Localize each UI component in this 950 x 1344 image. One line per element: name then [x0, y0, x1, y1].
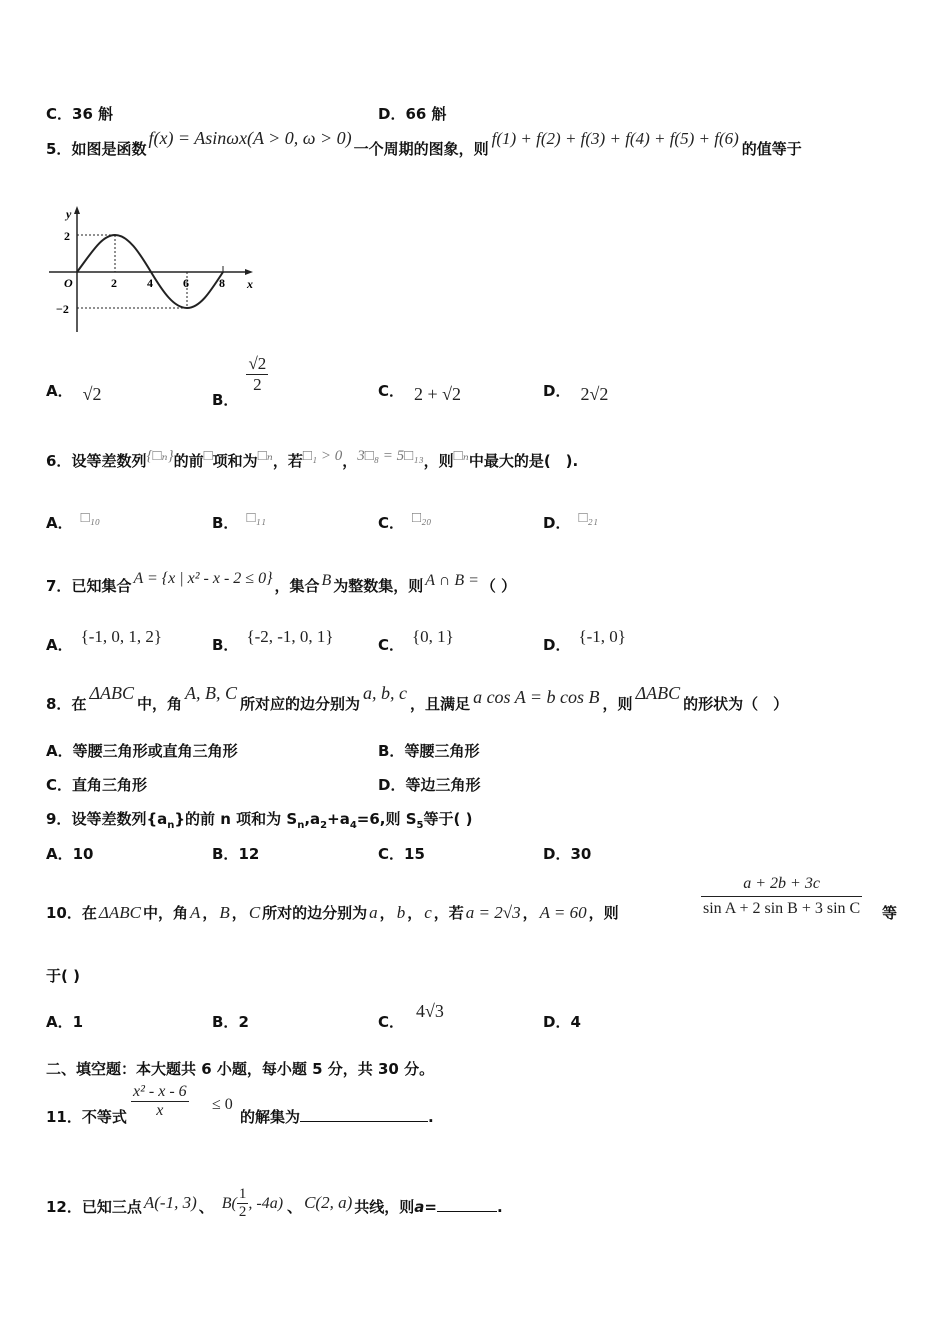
question-11-prefix — [46, 1106, 127, 1127]
option-c — [378, 380, 462, 404]
sum-symbol: □ₙ — [257, 448, 273, 464]
question-text: 一个周期的图象，则 — [353, 140, 489, 158]
option-content: 10 — [72, 845, 94, 863]
option-c: C．36 斛 — [46, 105, 114, 123]
option-content: □₂₁ — [578, 510, 598, 526]
question-number: 8． — [46, 695, 72, 713]
question-7 — [46, 570, 517, 596]
option-b — [212, 354, 268, 409]
option-d — [543, 512, 598, 533]
x-tick: 6 — [183, 276, 189, 290]
fraction-numerator: a + 2b + 3c — [701, 875, 862, 897]
question-text: ，若 — [272, 452, 303, 470]
fraction-numerator: √2 — [248, 354, 267, 373]
triangle-symbol: ΔABC — [635, 683, 681, 703]
option-label: A． — [46, 636, 73, 654]
function-formula: f(x) = Asinωx(A > 0, ω > 0) — [148, 128, 352, 148]
option-a — [46, 740, 238, 761]
question-text: 的形状为（ ） — [683, 695, 789, 713]
question-number: 6． — [46, 452, 72, 470]
side-symbol: c — [424, 903, 432, 922]
point-b-suffix: , -4a) — [248, 1195, 284, 1212]
question-text: 、 — [198, 1198, 214, 1216]
fraction-numerator: 1 — [238, 1186, 247, 1202]
y-tick-top: 2 — [64, 229, 70, 243]
option-content: 12 — [238, 845, 260, 863]
option-b — [212, 512, 266, 533]
inequality-relation: ≤ 0 — [212, 1096, 233, 1113]
option-content: 等腰三角形 — [404, 742, 480, 760]
option-label: C． — [378, 845, 405, 863]
option-content: 1 — [72, 1013, 84, 1031]
option-content: 4 — [570, 1013, 581, 1031]
sides-symbol: a, b, c — [363, 683, 408, 703]
option-content: 直角三角形 — [72, 776, 148, 794]
subscript: 4 — [349, 820, 357, 831]
question-text: 的前 — [173, 452, 204, 470]
angle-symbol: A — [190, 903, 201, 922]
option-label: B． — [378, 742, 405, 760]
fraction-denominator: x — [156, 1102, 164, 1119]
question-text: 于( ) — [46, 967, 80, 985]
question-text: ，则 — [423, 452, 454, 470]
option-label: C． — [46, 776, 73, 794]
option-c — [46, 774, 147, 795]
option-content: {-2, -1, 0, 1} — [246, 627, 334, 646]
subscript: 5 — [416, 820, 424, 831]
question-number: 10． — [46, 904, 82, 922]
question-text: 中，角 — [137, 695, 183, 713]
subscript: 2 — [320, 820, 328, 831]
question-text: ， — [522, 904, 538, 922]
x-axis-label: x — [247, 277, 253, 291]
option-label: D． — [378, 776, 406, 794]
option-label: C． — [378, 1013, 405, 1031]
fraction-denominator: 2 — [238, 1204, 247, 1220]
side-symbol: a — [369, 903, 378, 922]
option-d — [543, 843, 591, 864]
option-content: 30 — [570, 845, 592, 863]
option-label: B． — [212, 845, 239, 863]
fraction-denominator: sin A + 2 sin B + 3 sin C — [703, 900, 861, 917]
option-a — [46, 1011, 83, 1032]
angle-symbol: B — [219, 903, 230, 922]
question-11-suffix — [240, 1106, 434, 1127]
section-heading: 二、填空题：本大题共 6 小题，每小题 5 分，共 30 分。 — [46, 1060, 435, 1078]
question-text: . — [496, 1198, 503, 1216]
question-text: ， — [407, 904, 423, 922]
option-content: 等腰三角形或直角三角形 — [72, 742, 238, 760]
option-c — [378, 1001, 444, 1032]
option-label: A． — [46, 742, 73, 760]
sum-formula: f(1) + f(2) + f(3) + f(4) + f(5) + f(6) — [491, 129, 739, 148]
question-text: 已知三点 — [81, 1198, 142, 1216]
question-text: =6,则 S — [356, 810, 417, 828]
sequence-symbol: {□ₙ} — [146, 448, 174, 464]
question-text: 项和为 — [212, 452, 258, 470]
option-content: □₁₀ — [80, 510, 101, 526]
question-text: ，则 — [588, 904, 619, 922]
question-text: ， — [342, 452, 358, 470]
option-a — [46, 380, 102, 404]
option-content: 2 — [238, 1013, 249, 1031]
option-label: B． — [212, 1013, 239, 1031]
angle-symbol: C — [248, 903, 261, 922]
option-label: D． — [543, 636, 571, 654]
question-text: 在 — [81, 904, 97, 922]
condition-formula: 3□₈ = 5□₁₃ — [357, 448, 424, 464]
question-9 — [46, 808, 472, 831]
option-content: 4√3 — [416, 1001, 444, 1021]
option-content: {0, 1} — [412, 627, 454, 646]
option-label: D． — [543, 1013, 571, 1031]
option-b — [212, 843, 259, 864]
point-c: C(2, a) — [304, 1193, 353, 1212]
option-content: √2 — [82, 384, 102, 404]
set-a-formula: A = {x | x² - x - 2 ≤ 0} — [133, 570, 273, 587]
option-a — [46, 843, 93, 864]
answer-blank[interactable] — [437, 1197, 497, 1212]
question-text: ，集合 — [274, 577, 320, 595]
question-text: ,a — [304, 810, 321, 828]
condition-formula: a = 2√3 — [465, 903, 521, 922]
question-text: 等 — [882, 904, 898, 922]
option-label: B． — [212, 514, 239, 532]
question-text: = — [424, 1198, 437, 1216]
question-text: ， — [202, 904, 218, 922]
option-content: □₁₁ — [246, 510, 266, 526]
question-text: 为整数集，则 — [333, 577, 424, 595]
question-number: 11． — [46, 1108, 82, 1126]
option-label: A． — [46, 1013, 73, 1031]
option-d: D．66 斛 — [378, 105, 447, 123]
question-5 — [46, 128, 802, 159]
option-a — [46, 627, 163, 655]
condition-formula: □₁ > 0 — [302, 448, 343, 464]
question-text: }的前 n 项和为 S — [174, 810, 298, 828]
question-text: 、 — [287, 1198, 303, 1216]
question-text: . — [428, 1108, 434, 1126]
point-b-prefix: B( — [221, 1195, 237, 1212]
option-b — [378, 740, 479, 761]
question-text: 不等式 — [81, 1108, 127, 1126]
x-tick: 4 — [147, 276, 153, 290]
question-text: 已知集合 — [71, 577, 132, 595]
option-content: 2 + √2 — [414, 384, 462, 404]
option-label: C． — [378, 514, 405, 532]
y-axis-label: y — [66, 207, 72, 221]
question-6 — [46, 450, 578, 471]
question-number: 5． — [46, 140, 72, 158]
option-label: B． — [212, 636, 239, 654]
x-tick: 2 — [111, 276, 117, 290]
condition-formula: a cos A = b cos B — [473, 687, 600, 707]
ratio-fraction — [701, 875, 862, 918]
point-a: A(-1, 3) — [143, 1193, 197, 1212]
question-text: 所对的边分别为 — [262, 904, 368, 922]
option-b — [212, 627, 334, 655]
option-label: D． — [543, 382, 571, 400]
sum-symbol: □ₙ — [453, 448, 469, 464]
inequality-fraction — [131, 1083, 189, 1120]
fraction-denominator: 2 — [253, 375, 262, 394]
question-text: 共线，则 — [354, 1198, 415, 1216]
option-c — [378, 627, 454, 655]
answer-blank[interactable] — [300, 1107, 428, 1122]
question-10 — [46, 902, 619, 923]
option-content: 2√2 — [580, 384, 609, 404]
fraction-numerator: x² - x - 6 — [133, 1083, 187, 1100]
option-content: {-1, 0, 1, 2} — [80, 627, 163, 646]
option-c — [378, 512, 432, 533]
triangle-symbol: ΔABC — [98, 903, 141, 922]
question-number: 12． — [46, 1198, 82, 1216]
option-d — [543, 1011, 581, 1032]
option-d — [378, 774, 480, 795]
triangle-symbol: ΔABC — [89, 683, 135, 703]
intersection-formula: A ∩ B = — [425, 572, 479, 589]
question-text: 如图是函数 — [71, 140, 147, 158]
condition-formula: A = 60 — [539, 903, 587, 922]
option-content: □₂₀ — [412, 510, 432, 526]
question-text: 在 — [71, 695, 87, 713]
question-text: ，且满足 — [410, 695, 471, 713]
question-text: ，若 — [433, 904, 464, 922]
question-text: 等于( ) — [423, 810, 473, 828]
option-label: C． — [378, 382, 405, 400]
question-text: 所对应的边分别为 — [240, 695, 361, 713]
option-label: D． — [543, 514, 571, 532]
question-text: 中最大的是( ). — [468, 452, 579, 470]
option-a — [46, 512, 100, 533]
option-content: 等边三角形 — [405, 776, 481, 794]
question-number: 7． — [46, 577, 72, 595]
question-text: 中，角 — [142, 904, 188, 922]
question-number: 9． — [46, 810, 72, 828]
option-label: A． — [46, 382, 73, 400]
question-text: 的解集为 — [240, 1108, 301, 1126]
option-content: {-1, 0} — [578, 627, 626, 646]
option-label: A． — [46, 845, 73, 863]
variable-symbol: □ — [203, 448, 213, 464]
sine-graph — [44, 200, 259, 340]
subscript: n — [297, 820, 305, 831]
option-d — [543, 380, 609, 404]
question-text: 设等差数列{a — [71, 810, 168, 828]
option-label: D． — [543, 845, 571, 863]
option-label: C． — [378, 636, 405, 654]
question-text: 的值等于 — [741, 140, 802, 158]
question-text: ， — [379, 904, 395, 922]
variable-a: a — [414, 1198, 425, 1216]
option-content: 15 — [404, 845, 425, 863]
origin-label: O — [64, 276, 73, 290]
question-12 — [46, 1186, 503, 1225]
option-b — [212, 1011, 249, 1032]
set-b-symbol: B — [321, 572, 332, 589]
question-8 — [46, 683, 789, 714]
angles-symbol: A, B, C — [185, 683, 238, 703]
question-text: ，则 — [602, 695, 633, 713]
option-label: B． — [212, 391, 239, 409]
option-c — [378, 843, 425, 864]
subscript: n — [167, 820, 175, 831]
option-d — [543, 627, 626, 655]
x-tick: 8 — [219, 276, 225, 290]
option-label: A． — [46, 514, 73, 532]
question-text: （ ） — [480, 577, 517, 595]
side-symbol: b — [396, 903, 406, 922]
y-tick-bottom: −2 — [56, 302, 69, 316]
question-text: +a — [327, 810, 350, 828]
question-text: 设等差数列 — [71, 452, 147, 470]
question-text: ， — [231, 904, 247, 922]
